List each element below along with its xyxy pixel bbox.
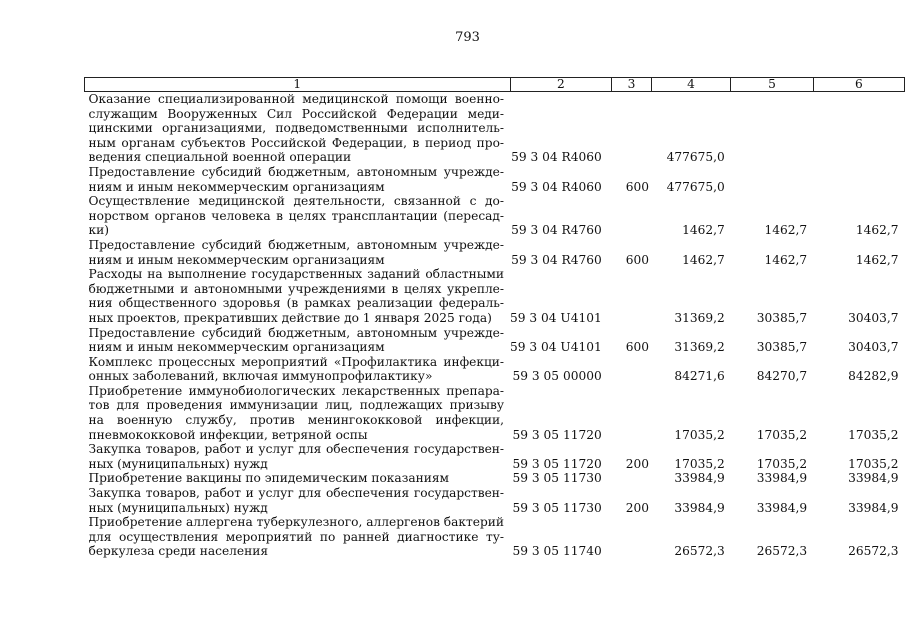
description-line: Приобретение аллергена туберкулезного, аллергенов бактерий	[88, 515, 505, 530]
table-row	[85, 384, 905, 442]
table-row	[85, 486, 905, 515]
table-row	[85, 326, 905, 355]
row-description	[85, 515, 511, 559]
amount-col4: 1462,7	[682, 223, 725, 238]
description-line: ниям и иным некоммерческим организациям	[88, 340, 385, 355]
target-code: 59 3 04 U4101	[510, 340, 602, 355]
amount-col6	[813, 165, 904, 194]
description-line: Осуществление медицинской деятельности, связанной с до-	[88, 194, 505, 209]
table-row	[85, 442, 905, 471]
description-line: Закупка товаров, работ и услуг для обеспечения государствен-	[88, 442, 505, 457]
target-code: 59 3 05 11720	[512, 456, 602, 471]
description-line: ных (муниципальных) нужд	[88, 456, 268, 471]
expense-type	[612, 194, 652, 238]
row-description	[85, 442, 511, 471]
amount-col5: 17035,2	[756, 427, 808, 442]
table-row	[85, 355, 905, 384]
column-header: 1	[85, 78, 511, 92]
description-line: Предоставление субсидий бюджетным, автономным учрежде-	[88, 325, 505, 340]
table-row	[85, 194, 905, 238]
target-code: 59 3 05 11730	[512, 500, 602, 515]
description-line: ведения специальной военной операции	[88, 150, 352, 165]
table-row	[85, 267, 905, 325]
expense-type	[612, 384, 652, 442]
description-line: для осуществления мероприятий по ранней диагностике ту-	[88, 529, 505, 544]
amount-col6: 26572,3	[848, 544, 899, 559]
expense-type: 600	[625, 340, 649, 355]
row-description	[85, 92, 511, 165]
description-line: Предоставление субсидий бюджетным, автономным учрежде-	[88, 164, 505, 179]
column-header: 5	[731, 78, 813, 92]
amount-col4: 1462,7	[682, 252, 725, 267]
amount-col4: 33984,9	[674, 500, 725, 515]
amount-col4: 84271,6	[674, 369, 725, 384]
target-code: 59 3 04 R4760	[511, 252, 602, 267]
expense-type	[612, 515, 652, 559]
row-description	[85, 384, 511, 442]
amount-col6: 30403,7	[848, 340, 899, 355]
description-line: Комплекс процессных мероприятий «Профилактика инфекци-	[88, 354, 505, 369]
expense-type	[612, 267, 652, 325]
amount-col6: 1462,7	[855, 252, 899, 267]
row-description	[85, 355, 511, 384]
expense-type	[612, 355, 652, 384]
amount-col4: 33984,9	[674, 471, 725, 486]
description-line: тов для проведения иммунизации лиц, подлежащих призыву	[88, 398, 505, 413]
row-description	[85, 471, 511, 486]
description-line: Приобретение иммунобиологических лекарственных препара-	[88, 383, 505, 398]
amount-col5: 33984,9	[756, 471, 808, 486]
table-row	[85, 471, 905, 486]
description-line: служащим Вооруженных Сил Российской Федерации меди-	[88, 106, 505, 121]
column-header: 4	[651, 78, 730, 92]
row-description	[85, 267, 511, 325]
description-line: на военную службу, против менингококковой инфекции,	[88, 413, 505, 428]
description-line: ниям и иным некоммерческим организациям	[88, 252, 385, 267]
amount-col6: 33984,9	[848, 500, 899, 515]
column-header: 6	[813, 78, 904, 92]
amount-col4: 17035,2	[674, 427, 725, 442]
amount-col4: 477675,0	[666, 179, 725, 194]
amount-col4: 31369,2	[674, 340, 725, 355]
amount-col5: 84270,7	[756, 369, 808, 384]
expense-type	[612, 471, 652, 486]
amount-col4: 31369,2	[674, 310, 725, 325]
description-line: ных проектов, прекративших действие до 1 января 2025 года)	[88, 310, 492, 325]
description-line: ных (муниципальных) нужд	[88, 500, 268, 515]
amount-col6: 1462,7	[855, 223, 899, 238]
target-code: 59 3 05 11730	[512, 471, 602, 486]
description-line: ки)	[88, 223, 109, 238]
target-code: 59 3 04 U4101	[510, 310, 602, 325]
description-line: беркулеза среди населения	[88, 544, 269, 559]
table-row	[85, 92, 905, 165]
description-line: бюджетными и автономными учреждениями в целях укрепле-	[88, 281, 505, 296]
amount-col4: 17035,2	[674, 456, 725, 471]
description-line: Предоставление субсидий бюджетным, автономным учрежде-	[88, 237, 505, 252]
target-code: 59 3 04 R4760	[511, 223, 602, 238]
amount-col5: 33984,9	[756, 500, 808, 515]
row-description	[85, 238, 511, 267]
amount-col6: 84282,9	[848, 369, 899, 384]
amount-col5: 1462,7	[764, 252, 808, 267]
row-description	[85, 194, 511, 238]
description-line: ния общественного здоровья (в рамках реализации федераль-	[88, 296, 505, 311]
table-row	[85, 515, 905, 559]
description-line: пневмококковой инфекции, ветряной оспы	[88, 427, 368, 442]
amount-col4: 26572,3	[674, 544, 725, 559]
expense-type: 600	[625, 252, 649, 267]
description-line: норством органов человека в целях трансплантации (пересад-	[88, 208, 505, 223]
description-line: Приобретение вакцины по эпидемическим показаниям	[88, 471, 450, 486]
target-code: 59 3 05 11720	[512, 427, 602, 442]
table-header-row	[85, 78, 905, 92]
amount-col6: 30403,7	[848, 310, 899, 325]
description-line: ным органам субъектов Российской Федерации, в период про-	[88, 135, 505, 150]
budget-table	[84, 77, 905, 559]
page-number: 793	[455, 30, 480, 45]
target-code: 59 3 05 00000	[512, 369, 602, 384]
amount-col5	[731, 92, 813, 165]
description-line: онных заболеваний, включая иммунопрофилактику»	[88, 369, 433, 384]
target-code: 59 3 04 R4060	[511, 179, 602, 194]
target-code: 59 3 05 11740	[512, 544, 602, 559]
description-line: Расходы на выполнение государственных заданий областными	[88, 267, 505, 282]
amount-col6: 17035,2	[848, 456, 899, 471]
row-description	[85, 165, 511, 194]
description-line: цинскими организациями, подведомственными исполнитель-	[88, 121, 505, 136]
amount-col5	[731, 165, 813, 194]
description-line: ниям и иным некоммерческим организациям	[88, 179, 385, 194]
expense-type	[612, 92, 652, 165]
table-row	[85, 165, 905, 194]
row-description	[85, 486, 511, 515]
target-code: 59 3 04 R4060	[511, 150, 602, 165]
table-row	[85, 238, 905, 267]
amount-col5: 17035,2	[756, 456, 808, 471]
expense-type: 200	[625, 456, 649, 471]
column-header: 3	[612, 78, 652, 92]
amount-col6	[813, 92, 904, 165]
description-line: Закупка товаров, работ и услуг для обеспечения государствен-	[88, 486, 505, 501]
column-header: 2	[510, 78, 612, 92]
amount-col5: 26572,3	[756, 544, 808, 559]
expense-type: 200	[625, 500, 649, 515]
amount-col5: 30385,7	[756, 310, 808, 325]
description-line: Оказание специализированной медицинской помощи военно-	[88, 92, 505, 106]
amount-col6: 33984,9	[848, 471, 899, 486]
expense-type: 600	[625, 179, 649, 194]
amount-col4: 477675,0	[666, 150, 725, 165]
row-description	[85, 326, 511, 355]
amount-col5: 1462,7	[764, 223, 808, 238]
amount-col6: 17035,2	[848, 427, 899, 442]
amount-col5: 30385,7	[756, 340, 808, 355]
